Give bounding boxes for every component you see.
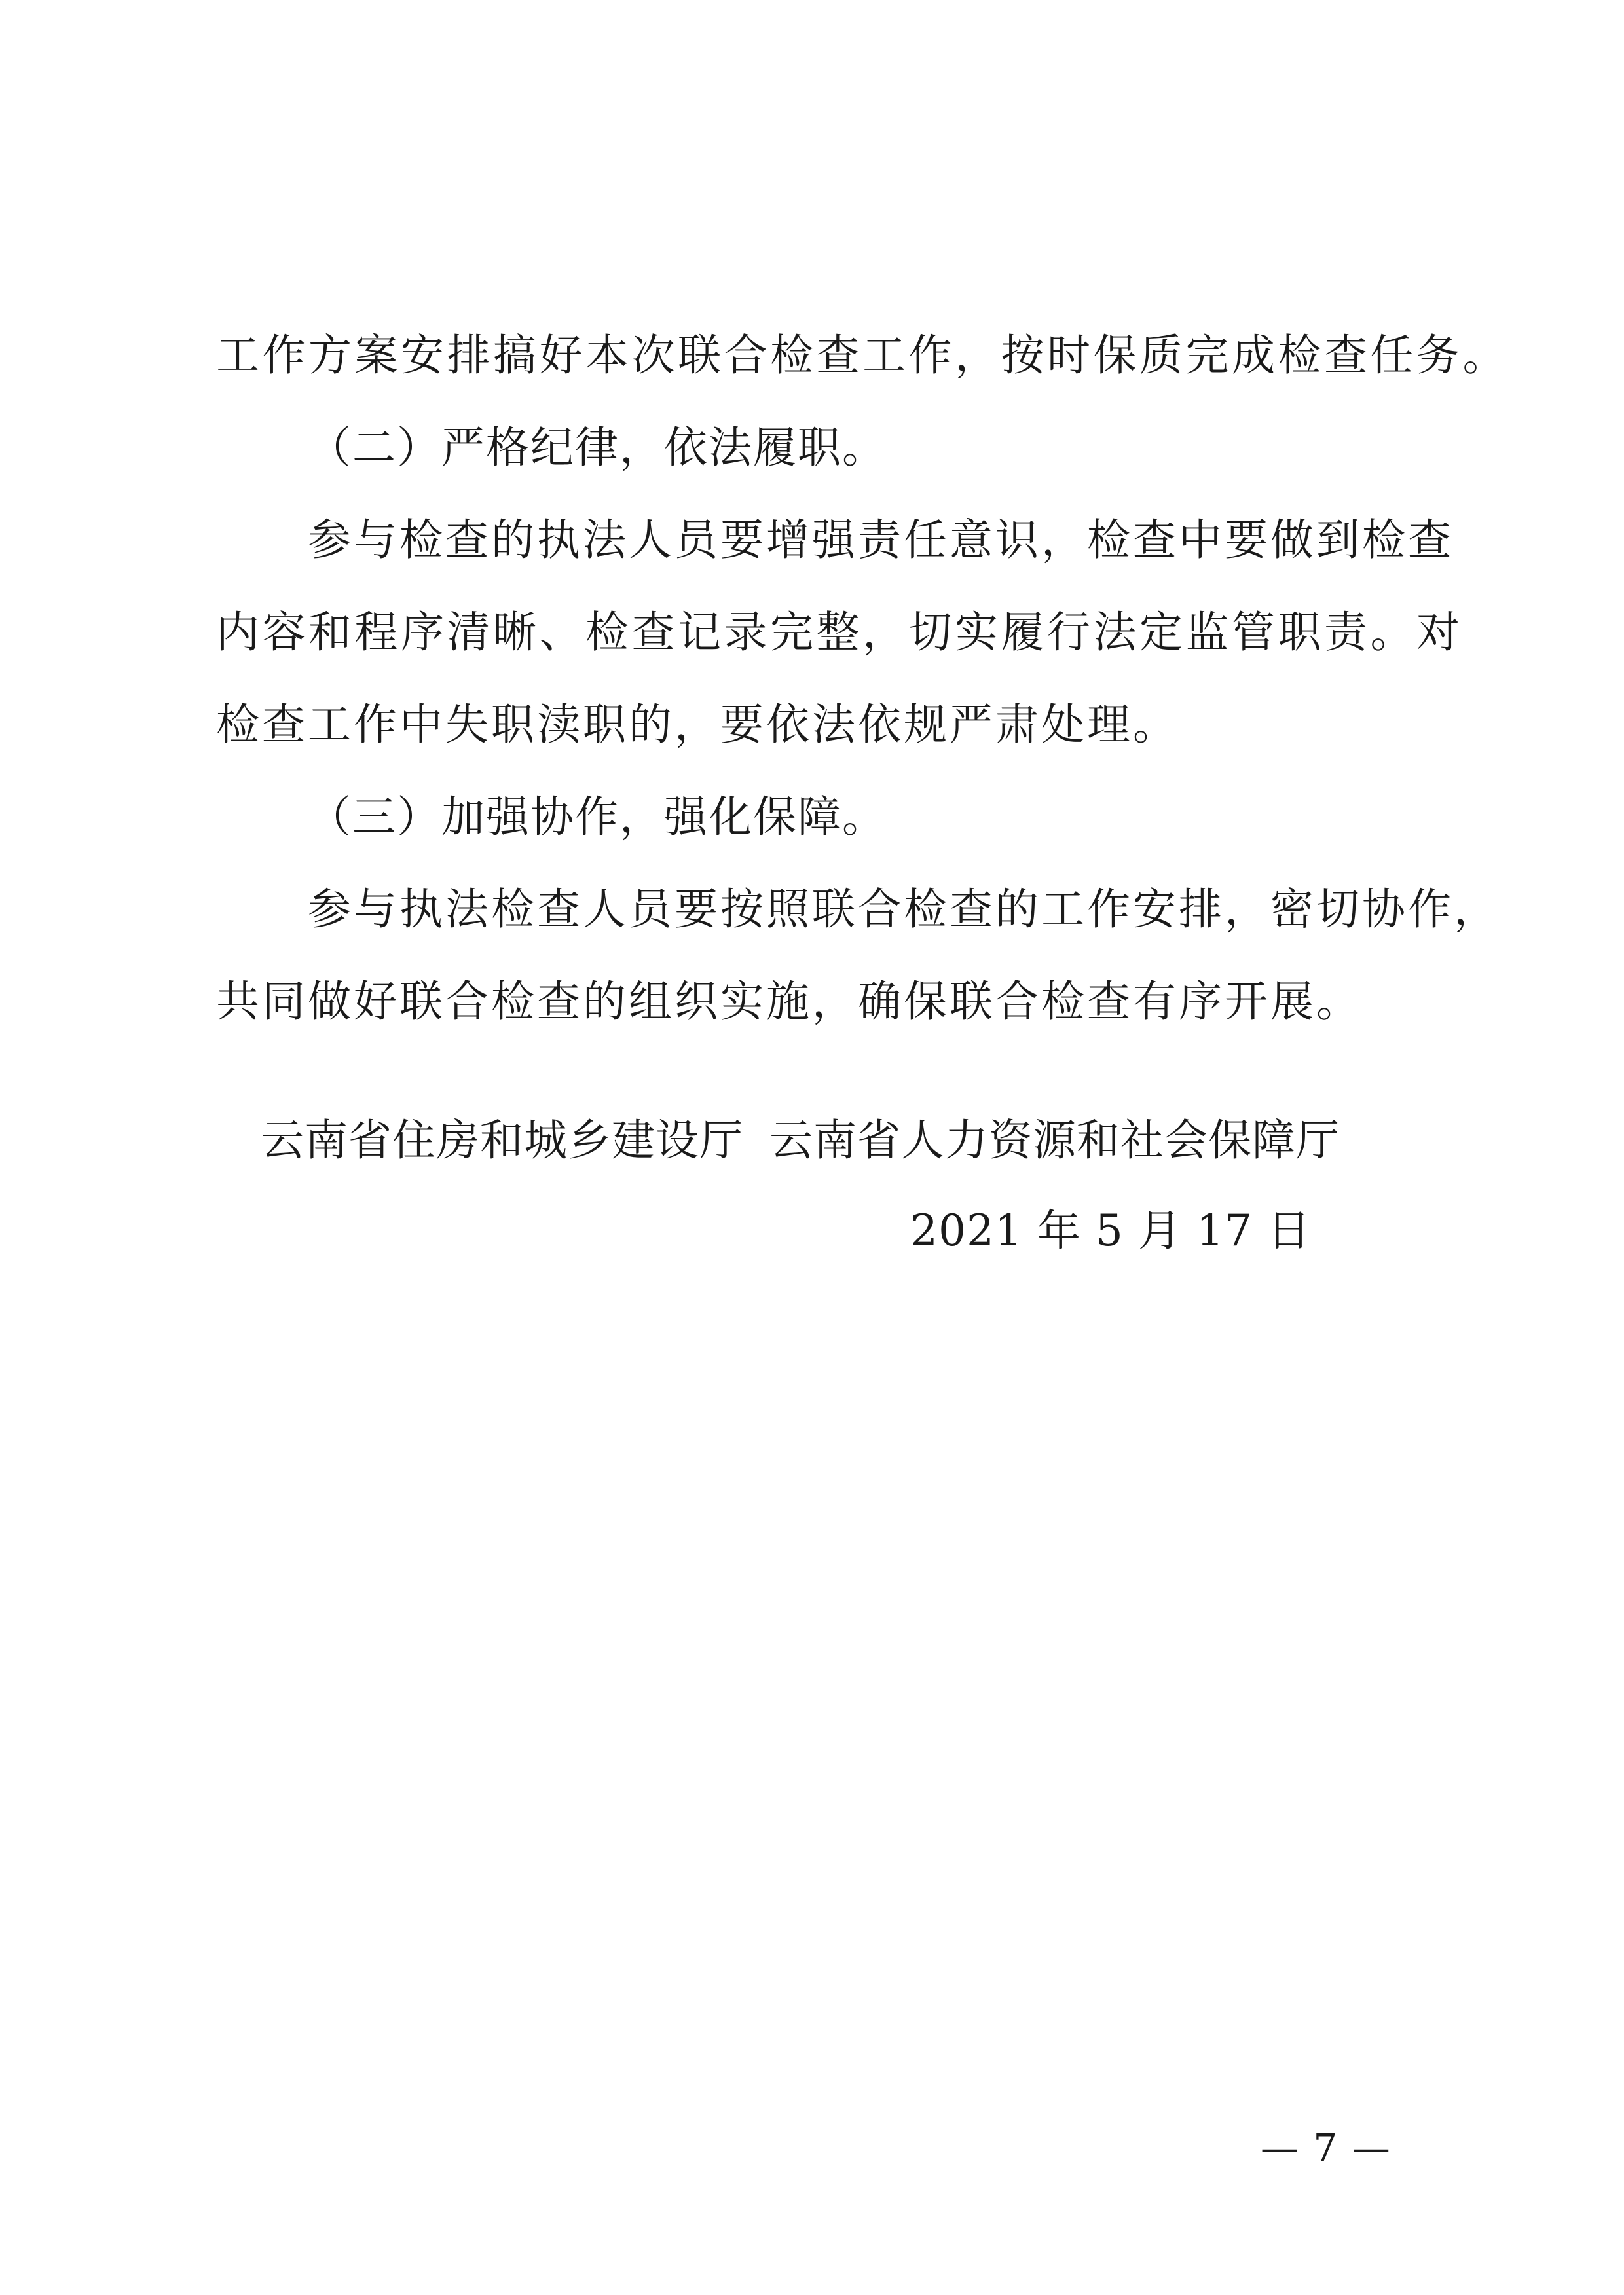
body-paragraph-line: 参与执法检查人员要按照联合检查的工作安排，密切协作， (308, 884, 1500, 934)
body-paragraph-line: 参与检查的执法人员要增强责任意识，检查中要做到检查 (308, 515, 1454, 565)
page-number: — 7 — (1261, 2125, 1392, 2170)
section-heading: （二）严格纪律，依法履职。 (308, 422, 887, 473)
issuer-signature (261, 1114, 1340, 1167)
issuer-name: 云南省人力资源和社会保障厅 (769, 1115, 1340, 1166)
body-paragraph-line: 共同做好联合检查的组织实施，确保联合检查有序开展。 (216, 976, 1362, 1027)
issuer-name: 云南省住房和城乡建设厅 (261, 1115, 743, 1166)
body-paragraph-line: 检查工作中失职渎职的，要依法依规严肃处理。 (216, 699, 1179, 750)
section-heading: （三）加强协作，强化保障。 (308, 792, 887, 842)
body-paragraph-line: 内容和程序清晰、检查记录完整，切实履行法定监管职责。对 (216, 607, 1463, 657)
issue-date: 2021 年 5 月 17 日 (910, 1205, 1311, 1256)
body-paragraph-line: 工作方案安排搞好本次联合检查工作，按时保质完成检查任务。 (216, 330, 1509, 380)
